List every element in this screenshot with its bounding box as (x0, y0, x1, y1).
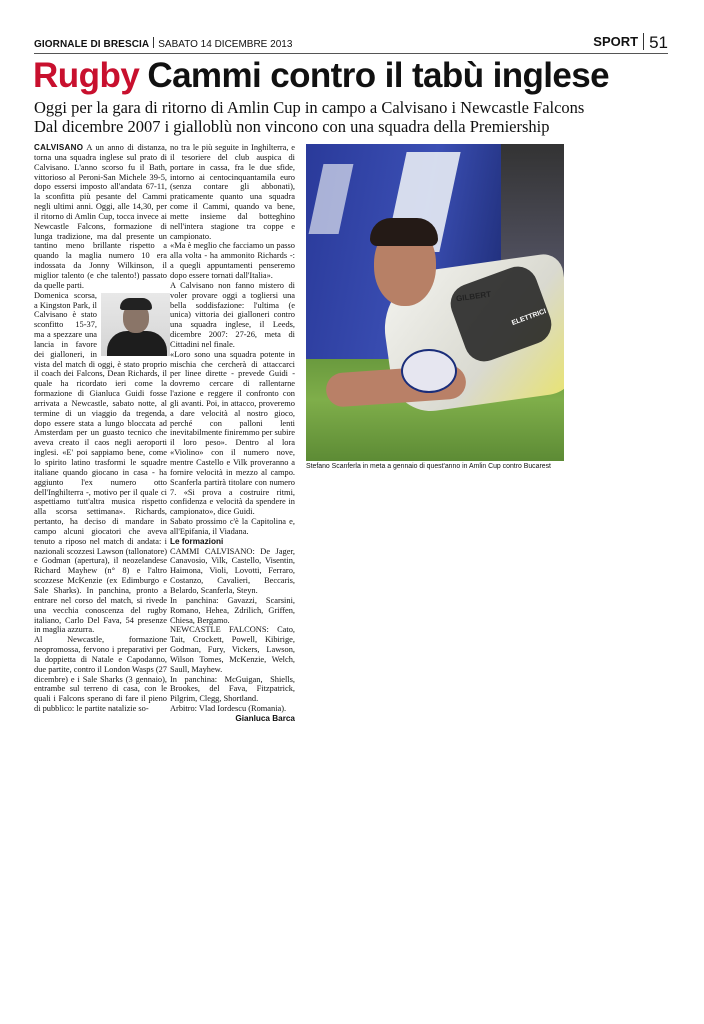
paragraph-text: Domenica scorsa, a Kingston Park, il Calvisano è stato sconfitto 15-37, ma a spezzare una lancia in favore dei gialloneri, in vista del match di oggi, è stato proprio il coach dei Falcons, Dean Richards, il quale ha ricordato ieri come la formazione di Gianluca Guidi fosse arrivata a Newcastle, sabato notte, al termine di un viaggio da tregenda, dopo essere stata a lungo bloccata ad Amsterdam per un guasto tecnico che aveva creato il caos negli aeroporti inglesi. «E' poi sappiamo bene, come lo spirito latino trasformi le squadre italiane quando giocano in casa - ha aggiunto l'ex numero otto dell'Inghilterra -, motivo per il quale ci aspettiamo tutt'altra musica rispetto alla scorsa settimana». Richards, pertanto, ha deciso di mandare in campo alcuni giocatori che aveva tenuto a riposo nel match di andata: i nazionali scozzesi Lawson (tallonatore) e Godman (apertura), il neozelandese Richard Mayhew (n° 8) e l'altro scozzese McKenzie (ex Edimburgo e Sale Sharks). In panchina, pronto a entrare nel corso del match, si rivede una vecchia conoscenza del rugby italiano, Carlo Del Fava, 54 presenze in maglia azzurra. (34, 290, 167, 635)
article-paragraph: Al Newcastle, formazione neopromossa, fervono i preparativi per la doppietta di Natale e Capodanno, due partite, contro il London Wasps (27 dicembre) e i Sale Sharks (3 gennaio), entrambe sul terreno di casa, con le quali i Falcons sperano di fare il pieno di pubblico: le partite natalizie so- (34, 635, 167, 714)
page-separator (643, 33, 644, 50)
paragraph-text: A un anno di distanza, torna una squadra inglese sul prato di Calvisano. L'anno scorso fu il Bath, vittorioso al Peroni-San Michele 39-5, dopo essersi imposto all'andata 67-11, la sconfitta più pesante del Cammi negli ultimi anni. Oggi, alle 14,30, per il ritorno di Amlin Cup, tocca invece ai Newcastle Falcons, formazione di lunga tradizione, ma dal presente un tantino meno brillante rispetto a quando la maglia numero 10 era indossata da Jonny Wilkinson, il miglior talento (e che talento!) passato da quelle parti. (34, 143, 167, 290)
article-column-2 (170, 143, 295, 724)
byline: Gianluca Barca (235, 713, 295, 723)
masthead (34, 33, 668, 53)
headline-kicker: Rugby (33, 56, 140, 95)
newspaper-name: GIORNALE DI BRESCIA (34, 39, 150, 50)
masthead-right (593, 33, 668, 53)
article-paragraph (34, 143, 167, 291)
subheadline-line-2: Dal dicembre 2007 i giallоblù non vincono con una squadra della Premiership (34, 117, 550, 136)
rugby-try-photo (306, 144, 564, 461)
article-paragraph: Sabato prossimo c'è la Capitolina e, all'Epifania, il Viadana. (170, 517, 295, 536)
section-name: SPORT (593, 34, 639, 49)
bench-cammi: In panchina: Gavazzi, Scarsini, Romano, Hehea, Zdrilich, Griffen, Chiesa, Bergamo. (170, 595, 295, 625)
lineup-cammi: CAMMI CALVISANO: De Jager, Canavosio, Vilk, Castello, Visentin, Haimona, Violi, Lovotti, Ferraro, Costanzo, Cavalieri, Beccaris, Belardo, Scanferla, Steyn. (170, 546, 295, 595)
jersey-sponsor-1: GILBERT (455, 289, 492, 304)
photo-caption: Stefano Scanferla in meta a gennaio di quest'anno in Amlin Cup contro Bucarest (306, 463, 551, 470)
masthead-left (34, 37, 292, 50)
issue-date: SABATO 14 DICEMBRE 2013 (158, 39, 293, 50)
article-paragraph: no tra le più seguite in Inghilterra, e il tesoriere del club auspica di portare in cassa, fra le due sfide, intorno ai centocinquantamila euro (senza contare gli abbonati), praticamente quanto una squadra come il Cammi, quando va bene, mette insieme dal botteghino nell'intera stagione tra coppe e campionato. (170, 143, 295, 241)
jersey-sponsor-2: ELETTRICI (510, 308, 548, 327)
article-column-1 (34, 143, 167, 714)
headline (33, 56, 609, 96)
formations-heading: Le formazioni (170, 536, 224, 546)
article-paragraph: A Calvisano non fanno mistero di voler provare oggi a togliersi una bella soddisfazione: l'ultima (e unica) vittoria dei gialloneri contro una squadra inglese, il Leeds, dicembre 2007: 27-26, meta di Cittadini nel finale. (170, 280, 295, 349)
dateline: CALVISANO (34, 143, 84, 152)
lineup-newcastle: NEWCASTLE FALCONS: Cato, Tait, Crockett, Powell, Kibirige, Godman, Fury, Vickers, Lawson, Wilson Tomes, McKenzie, Welch, Saull, Mayhew. (170, 625, 295, 674)
subheadline (34, 98, 584, 136)
bench-newcastle: In panchina: McGuigan, Shiells, Brookes, del Fava, Fitzpatrick, Pilgrim, Clegg, Shortland. (170, 674, 295, 704)
article-paragraph: «Ma è meglio che facciamo un passo alla volta - ha ammonito Richards -: a quegli appuntamenti penseremo dopo essere tornati dall'Italia». (170, 241, 295, 280)
subheadline-line-1: Oggi per la gara di ritorno di Amlin Cup in campo a Calvisano i Newcastle Falcons (34, 98, 585, 117)
referee: Arbitro: Vlad Iordescu (Romania). (170, 704, 287, 714)
article-paragraph: «Loro sono una squadra potente in mischia che cercherà di attaccarci per linee dirette - prevede Guidi - dovremo cercare di rallentarne l'azione e reggere il confronto con gli avanti. Poi, in attacco, proveremo a dare velocità al nostro gioco, perché con palloni lenti inevitabilmente finiremmo per subire il loro peso». Dentro al lora «Violino» con il numero nove, mentre Castello e Vilk proveranno a fornire velocità in mezzo al campo. Scanferla partirà titolare con numero 7. «Si prova a costruire ritmi, confidenza e velocità da spendere in campionato», dice Guidi. (170, 349, 295, 517)
article-paragraph (34, 291, 167, 636)
page-number: 51 (649, 33, 668, 52)
masthead-rule (34, 53, 668, 54)
headline-title: Cammi contro il tabù inglese (147, 56, 610, 95)
coach-portrait-photo (101, 293, 170, 356)
masthead-separator (153, 37, 154, 48)
